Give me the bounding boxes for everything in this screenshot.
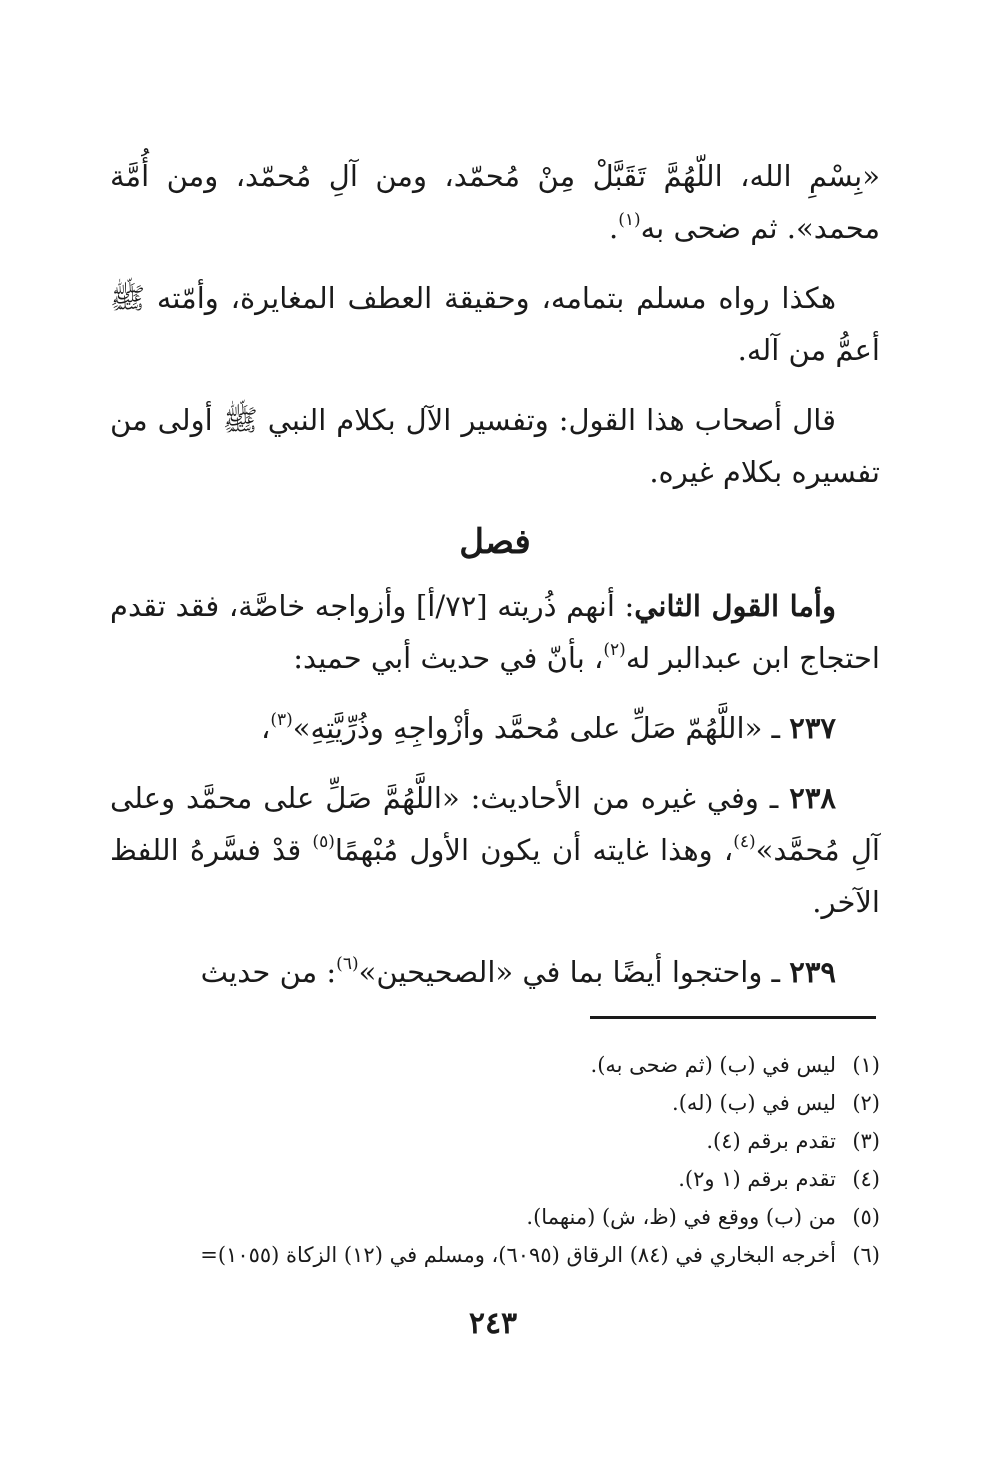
footnote-ref[interactable]: (١) bbox=[618, 210, 641, 231]
footnote-item bbox=[110, 1084, 880, 1122]
text: ، بأنّ في حديث أبي حميد: bbox=[293, 641, 604, 675]
footnote-item bbox=[110, 1160, 880, 1198]
page-number: ٢٤٣ bbox=[468, 1306, 518, 1341]
text: ـ «اللَّهُمّ صَلِّ على مُحمَّد وأزْواجِهِ وذُرِّيَّتِهِ» bbox=[292, 711, 790, 745]
footnote-number: (٣) bbox=[852, 1129, 880, 1153]
footnote-item bbox=[110, 1122, 880, 1160]
hadith-paragraph bbox=[110, 946, 880, 998]
text: ـ واحتجوا أيضًا بما في «الصحيحين» bbox=[358, 955, 790, 989]
footnote-text: تقدم برقم (٤). bbox=[706, 1129, 836, 1153]
text: ، وهذا غايته أن يكون الأول مُبْهمًا bbox=[334, 833, 734, 867]
hadith-paragraph bbox=[110, 702, 880, 754]
footnote-text: ليس في (ب) (ثم ضحى به). bbox=[590, 1053, 836, 1077]
text: قال أصحاب هذا القول: وتفسير الآل بكلام النبي ﷺ أولى من تفسيره بكلام غيره. bbox=[110, 403, 880, 489]
hadith-number: ٢٣٨ bbox=[789, 781, 836, 815]
footnote-number: (٦) bbox=[852, 1243, 880, 1267]
text: «بِسْمِ الله، اللّهُمَّ تَقَبَّلْ مِنْ مُحمّد، ومن آلِ مُحمّد، ومن أُمَّة محمد». ثم ضحى به bbox=[110, 159, 880, 245]
footnote-text: أخرجه البخاري في (٨٤) الرقاق (٦٠٩٥)، ومسلم في (١٢) الزكاة (١٠٥٥)= bbox=[200, 1243, 836, 1267]
footnote-number: (٥) bbox=[852, 1205, 880, 1229]
text: ـ وفي غيره من الأحاديث: «اللَّهُمَّ صَلِّ على محمَّد وعلى آلِ مُحمَّد» bbox=[110, 781, 880, 867]
footnote-item bbox=[110, 1236, 880, 1274]
footnotes bbox=[110, 1046, 880, 1274]
hadith-number: ٢٣٩ bbox=[789, 955, 836, 989]
bold-lead: وأما القول الثاني bbox=[634, 589, 836, 623]
footnote-number: (١) bbox=[852, 1053, 880, 1077]
paragraph bbox=[110, 272, 880, 376]
text: . bbox=[608, 211, 619, 245]
footnote-text: تقدم برقم (١ و٢). bbox=[678, 1167, 836, 1191]
footnote-text: ليس في (ب) (له). bbox=[672, 1091, 836, 1115]
text: قدْ فسَّرهُ اللفظ الآخر. bbox=[110, 833, 880, 919]
footnote-text: من (ب) ووقع في (ظ، ش) (منهما). bbox=[526, 1205, 836, 1229]
footnote-number: (٢) bbox=[852, 1091, 880, 1115]
footnote-ref[interactable]: (٤) bbox=[733, 832, 756, 853]
paragraph bbox=[110, 150, 880, 254]
main-text bbox=[110, 150, 880, 1016]
paragraph bbox=[110, 394, 880, 498]
footnote-item bbox=[110, 1046, 880, 1084]
text: ، bbox=[260, 711, 271, 745]
footnote-ref[interactable]: (٥) bbox=[312, 832, 335, 853]
footnote-ref[interactable]: (٦) bbox=[336, 954, 359, 975]
text: هكذا رواه مسلم بتمامه، وحقيقة العطف المغايرة، وأمّته ﷺ أعمُّ من آله. bbox=[110, 281, 880, 367]
footnote-separator bbox=[590, 1016, 876, 1019]
section-heading: فصل bbox=[459, 522, 531, 562]
hadith-number: ٢٣٧ bbox=[789, 711, 836, 745]
footnote-number: (٤) bbox=[852, 1167, 880, 1191]
footnote-ref[interactable]: (٢) bbox=[603, 640, 626, 661]
footnote-ref[interactable]: (٣) bbox=[270, 710, 293, 731]
footnote-item bbox=[110, 1198, 880, 1236]
paragraph bbox=[110, 580, 880, 684]
hadith-paragraph bbox=[110, 772, 880, 928]
text: : أنهم ذُريته [٧٢/أ] وأزواجه خاصَّة، فقد تقدم احتجاج ابن عبدالبر له bbox=[110, 589, 880, 675]
text: : من حديث bbox=[200, 955, 337, 989]
